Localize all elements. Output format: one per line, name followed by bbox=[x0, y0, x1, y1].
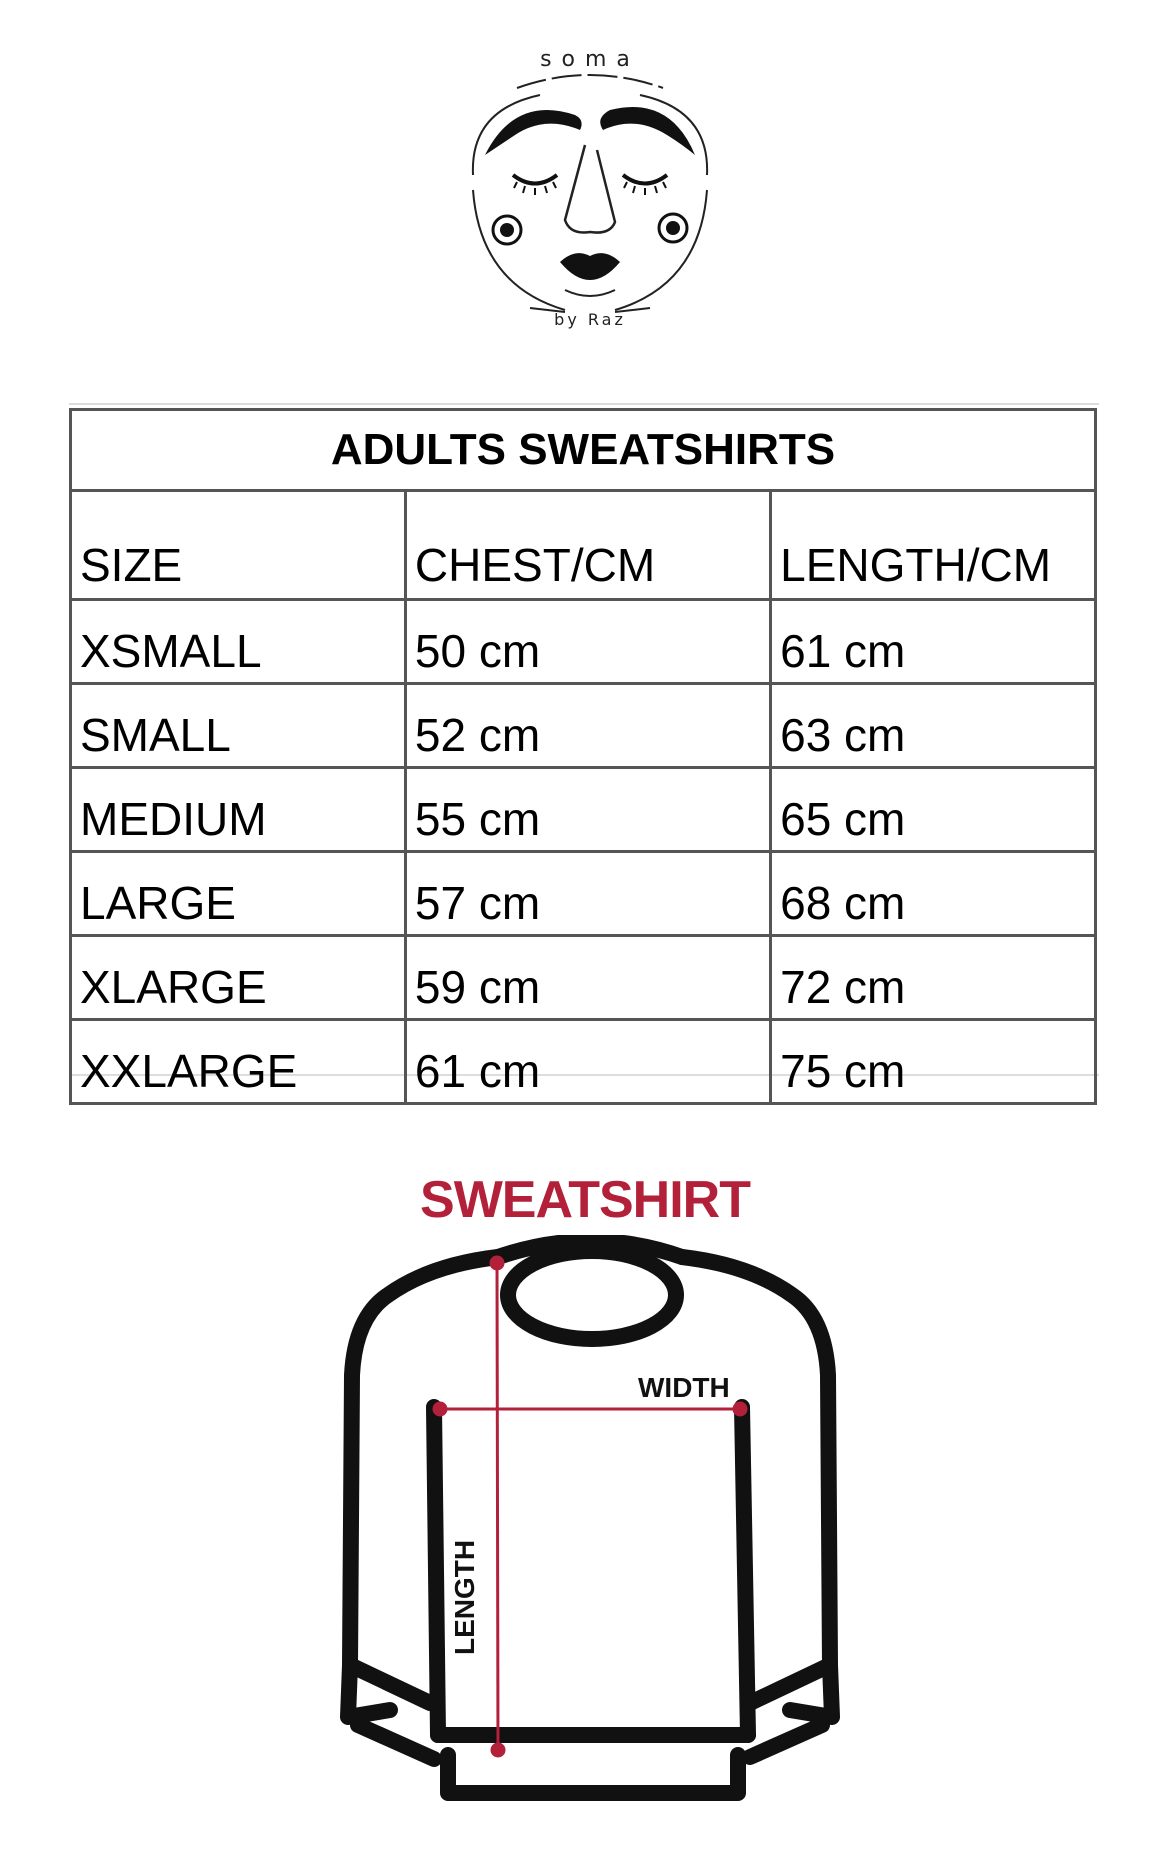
right-eyebrow bbox=[600, 107, 695, 155]
table-title-row bbox=[71, 410, 1096, 491]
length-cell: 63 cm bbox=[771, 684, 1096, 768]
size-chart-table bbox=[69, 408, 1097, 1105]
sweatshirt-diagram bbox=[330, 1235, 850, 1835]
length-cell: 72 cm bbox=[771, 936, 1096, 1020]
table-row bbox=[71, 1020, 1096, 1104]
left-eyebrow bbox=[485, 110, 582, 155]
length-measure-line bbox=[497, 1263, 498, 1750]
diagram-title: SWEATSHIRT bbox=[420, 1171, 750, 1229]
size-cell: LARGE bbox=[71, 852, 406, 936]
chest-cell: 52 cm bbox=[405, 684, 770, 768]
logo-bottom-text: by Raz bbox=[554, 310, 626, 329]
table-row bbox=[71, 600, 1096, 684]
size-cell: XLARGE bbox=[71, 936, 406, 1020]
moon-face-logo bbox=[445, 40, 735, 340]
table-title: ADULTS SWEATSHIRTS bbox=[71, 410, 1096, 491]
chest-cell: 55 cm bbox=[405, 768, 770, 852]
length-label: LENGTH bbox=[449, 1539, 480, 1655]
chest-cell: 57 cm bbox=[405, 852, 770, 936]
size-cell: MEDIUM bbox=[71, 768, 406, 852]
chest-cell: 50 cm bbox=[405, 600, 770, 684]
width-label: WIDTH bbox=[638, 1372, 730, 1403]
table-row bbox=[71, 684, 1096, 768]
table-header-row bbox=[71, 491, 1096, 600]
length-cell: 61 cm bbox=[771, 600, 1096, 684]
logo-top-text: soma bbox=[540, 47, 640, 72]
length-cell: 75 cm bbox=[771, 1020, 1096, 1104]
length-cell: 65 cm bbox=[771, 768, 1096, 852]
sweatshirt-outline bbox=[330, 1235, 850, 1835]
table-row bbox=[71, 768, 1096, 852]
header-chest: CHEST/CM bbox=[405, 491, 770, 600]
length-cell: 68 cm bbox=[771, 852, 1096, 936]
table-row bbox=[71, 852, 1096, 936]
table-row bbox=[71, 936, 1096, 1020]
size-cell: XSMALL bbox=[71, 600, 406, 684]
grid-line bbox=[69, 403, 1099, 405]
header-size: SIZE bbox=[71, 491, 406, 600]
brand-logo bbox=[445, 40, 735, 340]
header-length: LENGTH/CM bbox=[771, 491, 1096, 600]
size-cell: SMALL bbox=[71, 684, 406, 768]
chest-cell: 61 cm bbox=[405, 1020, 770, 1104]
size-cell: XXLARGE bbox=[71, 1020, 406, 1104]
chest-cell: 59 cm bbox=[405, 936, 770, 1020]
